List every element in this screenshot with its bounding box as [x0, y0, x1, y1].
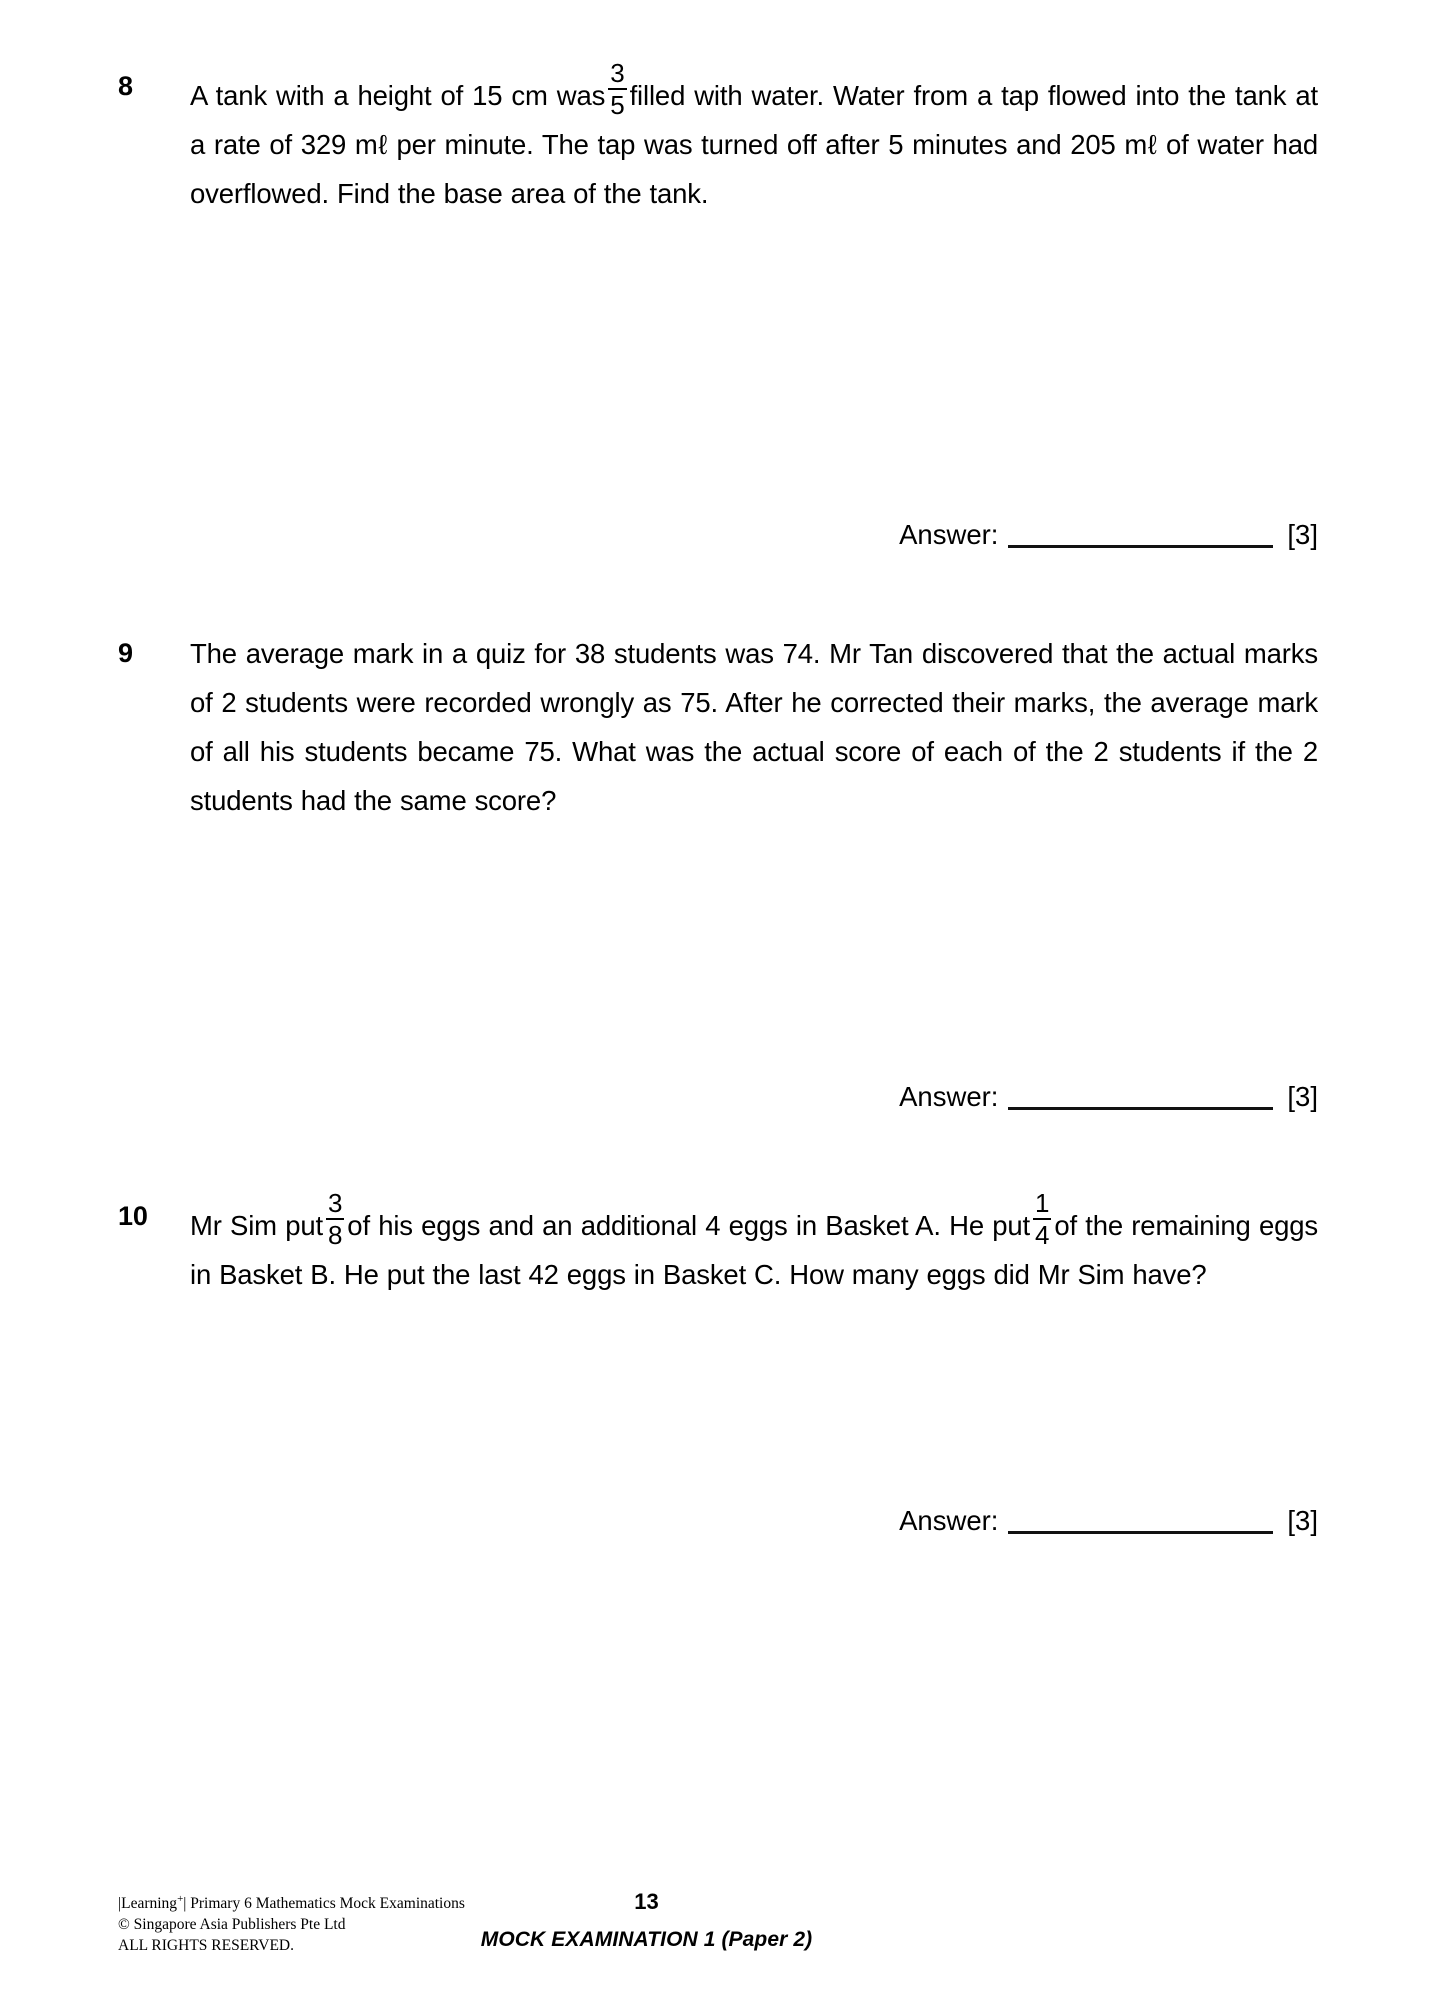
fraction-three-fifths — [608, 57, 626, 120]
footer-rights-line: ALL RIGHTS RESERVED. — [118, 1937, 295, 1955]
question-8-line3: minutes and 205 mℓ of water had overflowed. Find the base area of the tank. — [190, 129, 1318, 210]
fraction-one-quarter — [1033, 1188, 1051, 1251]
question-9-text — [190, 629, 1318, 825]
question-10 — [118, 1188, 1318, 1299]
spacer-after-question-9 — [118, 1116, 1318, 1192]
fraction-numerator: 1 — [1035, 1188, 1050, 1219]
answer-label: Answer: — [899, 1081, 999, 1113]
fraction-denominator: 8 — [327, 1220, 343, 1251]
fraction-denominator: 4 — [1035, 1220, 1050, 1251]
question-10-line2: remaining eggs in Basket B. He put the last 42 eggs in Basket C. How many — [190, 1210, 1318, 1291]
footer-publisher-line: © Singapore Asia Publishers Pte Ltd — [118, 1916, 346, 1934]
footer-center-block — [118, 1889, 1335, 1955]
question-9-working-space — [118, 825, 1318, 1080]
question-10-answer-row — [118, 1504, 1318, 1540]
question-10-line1-part-c: of the — [1054, 1210, 1124, 1242]
question-10-working-space — [118, 1299, 1318, 1504]
answer-blank-line[interactable] — [1008, 1107, 1273, 1110]
question-8-paragraph — [190, 57, 1318, 218]
question-9-line2: actual marks of 2 students were recorded wrongly as 75. After he corrected — [190, 638, 1318, 719]
question-9-paragraph — [190, 629, 1318, 825]
page-footer — [118, 1889, 1335, 1975]
answer-label: Answer: — [899, 519, 999, 551]
question-9-answer-row — [118, 1080, 1318, 1116]
fraction-numerator: 3 — [327, 1188, 343, 1219]
question-8-line1-part-b: filled with water. Water from a tap flowed — [629, 80, 1127, 112]
question-10-line3: eggs did Mr Sim have? — [926, 1259, 1207, 1291]
question-9-marks: [3] — [1287, 1081, 1318, 1113]
question-8-line1-part-a: A tank with a height of 15 cm was — [190, 80, 606, 112]
question-10-line1-part-a: Mr Sim put — [190, 1210, 323, 1242]
fraction-numerator: 3 — [610, 57, 625, 88]
question-10-number: 10 — [118, 1201, 148, 1232]
question-8-text — [190, 57, 1318, 218]
answer-blank-line[interactable] — [1008, 1531, 1273, 1534]
page-content — [118, 57, 1318, 1540]
fraction-three-eighths — [326, 1188, 344, 1251]
question-8-working-space — [118, 218, 1318, 518]
answer-blank-line[interactable] — [1008, 545, 1273, 548]
question-9 — [118, 629, 1318, 825]
fraction-denominator: 5 — [610, 89, 625, 120]
question-8-marks: [3] — [1287, 519, 1318, 551]
question-10-line1-part-b: of his eggs and an additional 4 eggs in Basket A. He put — [347, 1210, 1031, 1242]
question-8-line2: into the tank at a rate of 329 mℓ per minute. The tap was turned off after 5 — [190, 80, 1318, 161]
footer-brand-suffix: | Primary 6 Mathematics Mock Examinations — [183, 1895, 465, 1913]
answer-label: Answer: — [899, 1505, 999, 1537]
question-10-marks: [3] — [1287, 1505, 1318, 1537]
question-8-answer-row — [118, 518, 1318, 554]
footer-exam-label: MOCK EXAMINATION 1 (Paper 2) — [480, 1928, 813, 1951]
question-9-line4: actual score of each of the 2 students if the 2 students had the same score? — [190, 736, 1318, 817]
question-9-line1: The average mark in a quiz for 38 students was 74. Mr Tan discovered that the — [190, 638, 1154, 670]
footer-brand-superscript: + — [177, 1893, 184, 1905]
question-9-number: 9 — [118, 638, 133, 669]
spacer-after-question-8 — [118, 554, 1318, 629]
question-10-paragraph — [190, 1188, 1318, 1299]
question-8-number: 8 — [118, 71, 133, 101]
question-10-text — [190, 1188, 1318, 1299]
question-8 — [118, 57, 1318, 218]
question-9-line3: their marks, the average mark of all his students became 75. What was the — [190, 687, 1318, 768]
page-number: 13 — [634, 1889, 659, 1914]
footer-brand-prefix: |Learning — [118, 1895, 178, 1913]
